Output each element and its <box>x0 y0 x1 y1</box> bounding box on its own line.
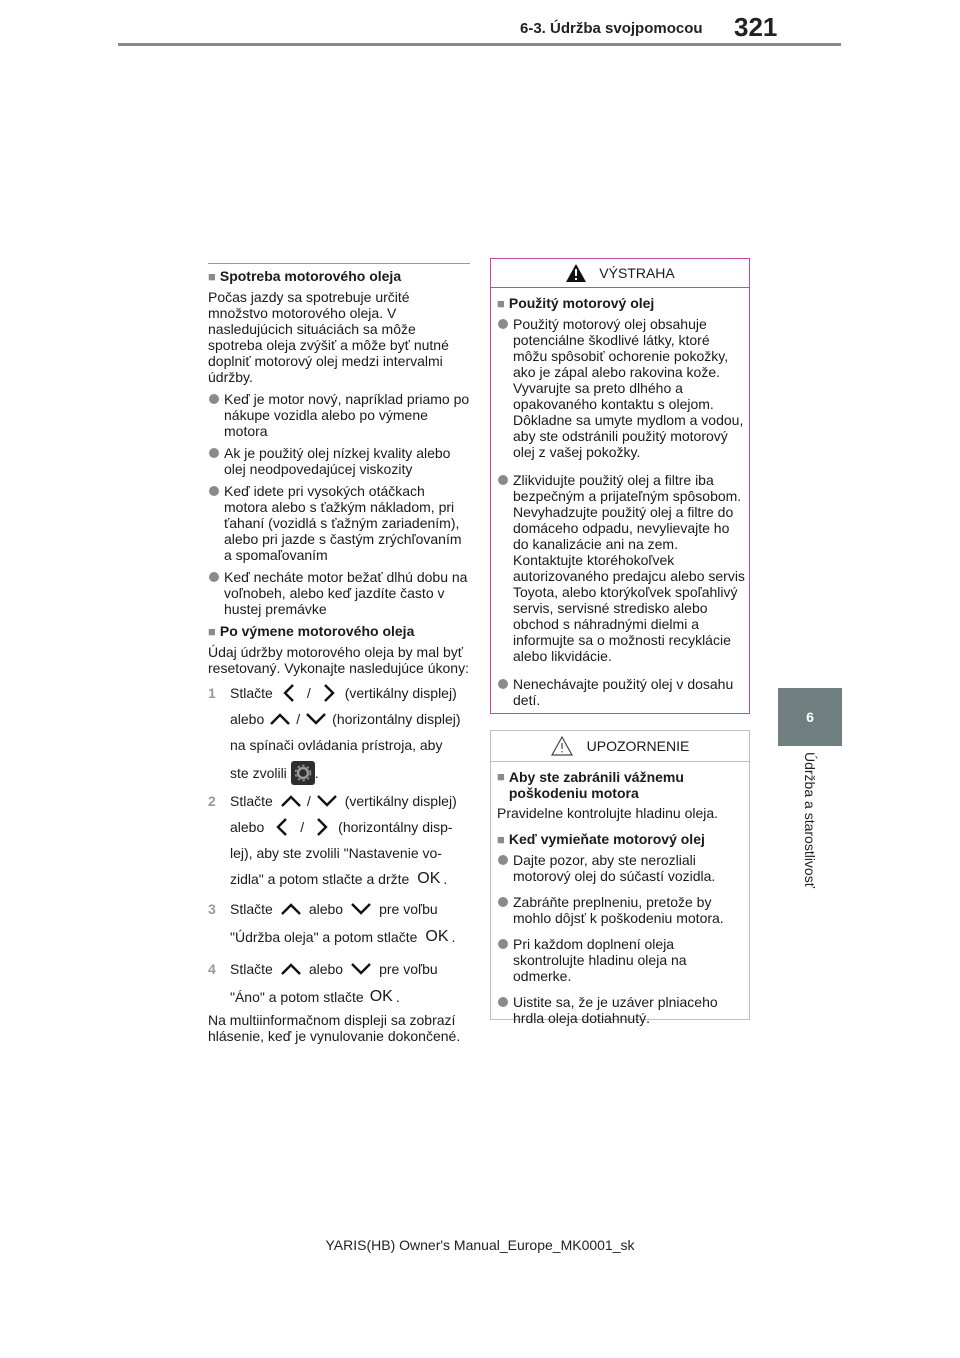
chevron-down-icon <box>315 793 339 809</box>
square-bullet-icon: ■ <box>208 269 216 284</box>
list-item: Keď necháte motor bežať dlhú dobu na voľnobeh, alebo keď jazdíte často v hustej premávke <box>208 569 470 617</box>
bullet-dot-icon <box>498 997 508 1007</box>
step-2-line-3: lej), aby ste zvolili "Nastavenie vo- <box>230 845 442 861</box>
warning-triangle-icon <box>565 263 587 283</box>
notice-heading: UPOZORNENIE <box>586 738 690 754</box>
bullet-dot-icon <box>209 486 219 496</box>
chevron-left-icon <box>272 816 294 838</box>
step-1-line-4: ste zvolili . <box>208 760 470 786</box>
caution-triangle-icon <box>551 736 573 756</box>
header-rule <box>118 43 841 46</box>
bullet-dot-icon <box>209 572 219 582</box>
step-4-line-2: "Áno" a potom stlačte OK . <box>230 988 400 1005</box>
chevron-up-icon <box>279 793 303 809</box>
step-3-line-2: "Údržba oleja" a potom stlačte OK . <box>230 928 456 945</box>
chevron-right-icon <box>317 682 339 704</box>
section-header: 6-3. Údržba svojpomocou <box>520 20 703 37</box>
square-bullet-icon: ■ <box>208 624 216 639</box>
section-heading: ■ Po výmene motorového oleja <box>208 623 415 639</box>
step-2-line-1: 2 Stlačte / (vertikálny displej) <box>208 793 457 809</box>
step-number: 4 <box>208 961 216 977</box>
ok-button-icon: OK <box>417 870 441 887</box>
chevron-down-icon <box>304 711 328 727</box>
chapter-tab-title <box>778 752 842 912</box>
chapter-tab-number <box>778 688 842 746</box>
ok-button-icon: OK <box>425 928 449 945</box>
notice-header <box>491 731 749 762</box>
list-item: Nenechávajte použitý olej v dosahu detí. <box>497 676 745 708</box>
notice-box <box>490 730 750 1026</box>
notice-subtitle: ■ Aby ste zabránili vážnemu poškodeniu motora <box>497 769 684 801</box>
paragraph: Na multiinformačnom displeji sa zobrazí hlásenie, keď je vynulovanie dokončené. <box>208 1012 461 1044</box>
chevron-up-icon <box>279 961 303 977</box>
list-item: Použitý motorový olej obsahuje potenciálne škodlivé látky, ktoré môžu spôsobiť ochorenie pokožky, ako je zápal alebo rakovina kože. Vyvarujte sa preto dlhého a opakovaného kontaktu s olejom. Dôkladne sa umyte mydlom a vodou, aby ste odstránili použitý motorový olej z vašej pokožky. <box>497 316 745 460</box>
section-rule <box>208 263 470 264</box>
bullet-dot-icon <box>498 679 508 689</box>
notice-subtitle: ■ Keď vymieňate motorový olej <box>497 831 705 847</box>
square-bullet-icon: ■ <box>497 832 505 847</box>
bullet-dot-icon <box>209 448 219 458</box>
list-item: Keď idete pri vysokých otáčkach motora alebo s ťažkým nákladom, pri ťahaní (vozidlá s ťažným zariadením), alebo pri jazde s častým zrýchľovaním a spomaľovaním <box>208 483 470 563</box>
chevron-down-icon <box>349 901 373 917</box>
bullet-dot-icon <box>498 475 508 485</box>
warning-header <box>491 259 749 288</box>
bullet-dot-icon <box>498 939 508 949</box>
chevron-right-icon <box>310 816 332 838</box>
step-3-line-1: 3 Stlačte alebo pre voľbu <box>208 901 438 917</box>
paragraph: Údaj údržby motorového oleja by mal byť resetovaný. Vykonajte nasledujúce úkony: <box>208 644 469 676</box>
chapter-title: Údržba a starostlivosť <box>802 752 818 888</box>
list-item: Zabráňte preplneniu, pretože by mohlo dôjsť k poškodeniu motora. <box>497 894 745 926</box>
step-1-line-2: alebo / (horizontálny displej) <box>230 711 461 727</box>
step-1-line-3: na spínači ovládania prístroja, aby <box>230 737 443 753</box>
paragraph: Počas jazdy sa spotrebuje určité množstvo motorového oleja. V nasledujúcich situáciách sa môže spotreba oleja zvýšiť a môže byť nutné doplniť motorový olej medzi intervalmi údržby. <box>208 289 449 385</box>
chevron-down-icon <box>349 961 373 977</box>
list-item: Pri každom doplnení oleja skontrolujte hladinu oleja na odmerke. <box>497 936 745 984</box>
bullet-dot-icon <box>498 897 508 907</box>
step-number: 2 <box>208 793 216 809</box>
footer-text: YARIS(HB) Owner's Manual_Europe_MK0001_sk <box>325 1237 635 1253</box>
step-2-line-4: zidla" a potom stlačte a držte OK . <box>230 870 448 887</box>
bullet-dot-icon <box>209 394 219 404</box>
warning-subtitle: ■ Použitý motorový olej <box>497 295 655 311</box>
chapter-number: 6 <box>806 709 814 725</box>
left-column <box>208 263 470 1050</box>
square-bullet-icon: ■ <box>497 769 505 784</box>
list-item: Keď je motor nový, napríklad priamo po nákupe vozidla alebo po výmene motora <box>208 391 470 439</box>
bullet-dot-icon <box>498 319 508 329</box>
step-2-line-2: alebo / (horizontálny disp- <box>208 816 470 838</box>
bullet-dot-icon <box>498 855 508 865</box>
list-item: Zlikvidujte použitý olej a filtre iba bezpečným a prijateľným spôsobom. Nevyhadzujte použitý olej a filtre do domáceho odpadu, nevylievajte ho do kanalizácie ani na zem. Kontaktujte ktoréhokoľvek autorizovaného predajcu alebo servis Toyota, alebo ktorýkoľvek spoľahlivý servis, servisné stredisko alebo obchod s náhradnými dielmi a informujte sa o možnosti recyklácie alebo likvidácie. <box>497 472 745 664</box>
chevron-up-icon <box>268 711 292 727</box>
step-4-line-1: 4 Stlačte alebo pre voľbu <box>208 961 438 977</box>
ok-button-icon: OK <box>369 988 393 1005</box>
section-heading: ■ Spotreba motorového oleja <box>208 268 402 284</box>
chevron-up-icon <box>279 901 303 917</box>
page-number: 321 <box>734 12 778 42</box>
list-item: Dajte pozor, aby ste nerozliali motorový olej do súčastí vozidla. <box>497 852 745 884</box>
chevron-left-icon <box>279 682 301 704</box>
step-number: 1 <box>208 685 216 701</box>
list-item: Uistite sa, že je uzáver plniaceho hrdla oleja dotiahnutý. <box>497 994 745 1026</box>
step-1-line-1: 1 Stlačte / (vertikálny displej) <box>208 682 470 704</box>
step-number: 3 <box>208 901 216 917</box>
square-bullet-icon: ■ <box>497 296 505 311</box>
list-item: Ak je použitý olej nízkej kvality alebo olej neodpovedajúcej viskozity <box>208 445 470 477</box>
paragraph: Pravidelne kontrolujte hladinu oleja. <box>497 805 719 821</box>
warning-box <box>490 258 750 714</box>
gear-icon <box>291 761 315 785</box>
warning-heading: VÝSTRAHA <box>599 265 675 281</box>
